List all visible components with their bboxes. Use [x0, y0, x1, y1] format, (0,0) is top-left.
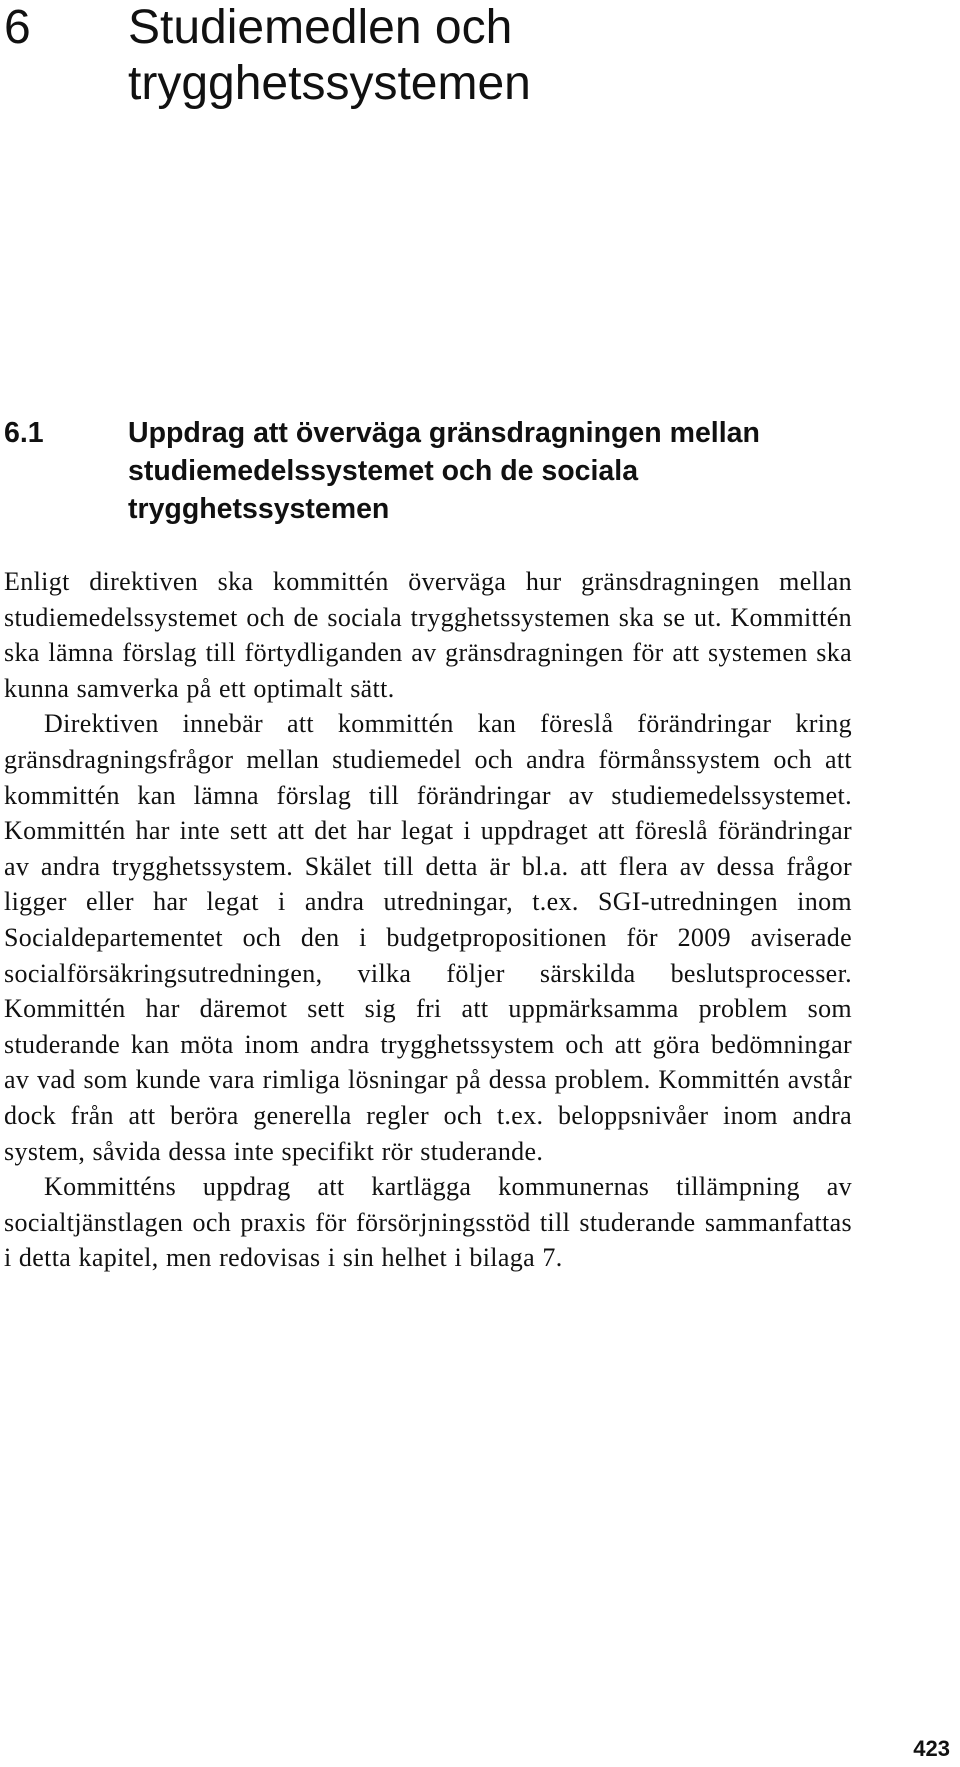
body-text	[4, 564, 852, 1276]
section-title: Uppdrag att överväga gränsdragningen mellan studiemedelssystemet och de sociala trygghetssystemen	[128, 417, 760, 525]
section-number: 6.1	[4, 417, 44, 449]
paragraph: Kommitténs uppdrag att kartlägga kommunernas tillämpning av socialtjänstlagen och praxis för försörjningsstöd till studerande sammanfattas i detta kapitel, men redovisas i sin helhet i bilaga 7.	[4, 1172, 852, 1273]
page-number: 423	[913, 1736, 950, 1761]
paragraph: Direktiven innebär att kommittén kan föreslå förändringar kring gränsdragningsfrågor mellan studiemedel och andra förmånssystem och att kommittén kan lämna förslag till förändringar av studiemedelssystemet. Kommittén har inte sett att det har legat i uppdraget att föreslå förändringar av andra trygghetssystem. Skälet till detta är bl.a. att flera av dessa frågor ligger eller har legat i andra utredningar, t.ex. SGI-utredningen inom Socialdepartementet och den i budgetpropositionen för 2009 aviserade socialförsäkringsutredningen, vilka följer särskilda beslutsprocesser. Kommittén har däremot sett sig fri att uppmärksamma problem som studerande kan möta inom andra trygghetssystem och att göra bedömningar av vad som kunde vara rimliga lösningar på dessa problem. Kommittén avstår dock från att beröra generella regler och t.ex. beloppsnivåer inom andra system, såvida dessa inte specifikt rör studerande.	[4, 709, 852, 1166]
paragraph: Enligt direktiven ska kommittén överväga hur gränsdragningen mellan studiemedelssystemet och de sociala trygghetssystemen ska se ut. Kommittén ska lämna förslag till förtydliganden av gränsdragningen för att systemen ska kunna samverka på ett optimalt sätt.	[4, 567, 852, 703]
chapter-title: Studiemedlen och trygghetssystemen	[128, 1, 531, 110]
chapter-number: 6	[4, 1, 31, 54]
